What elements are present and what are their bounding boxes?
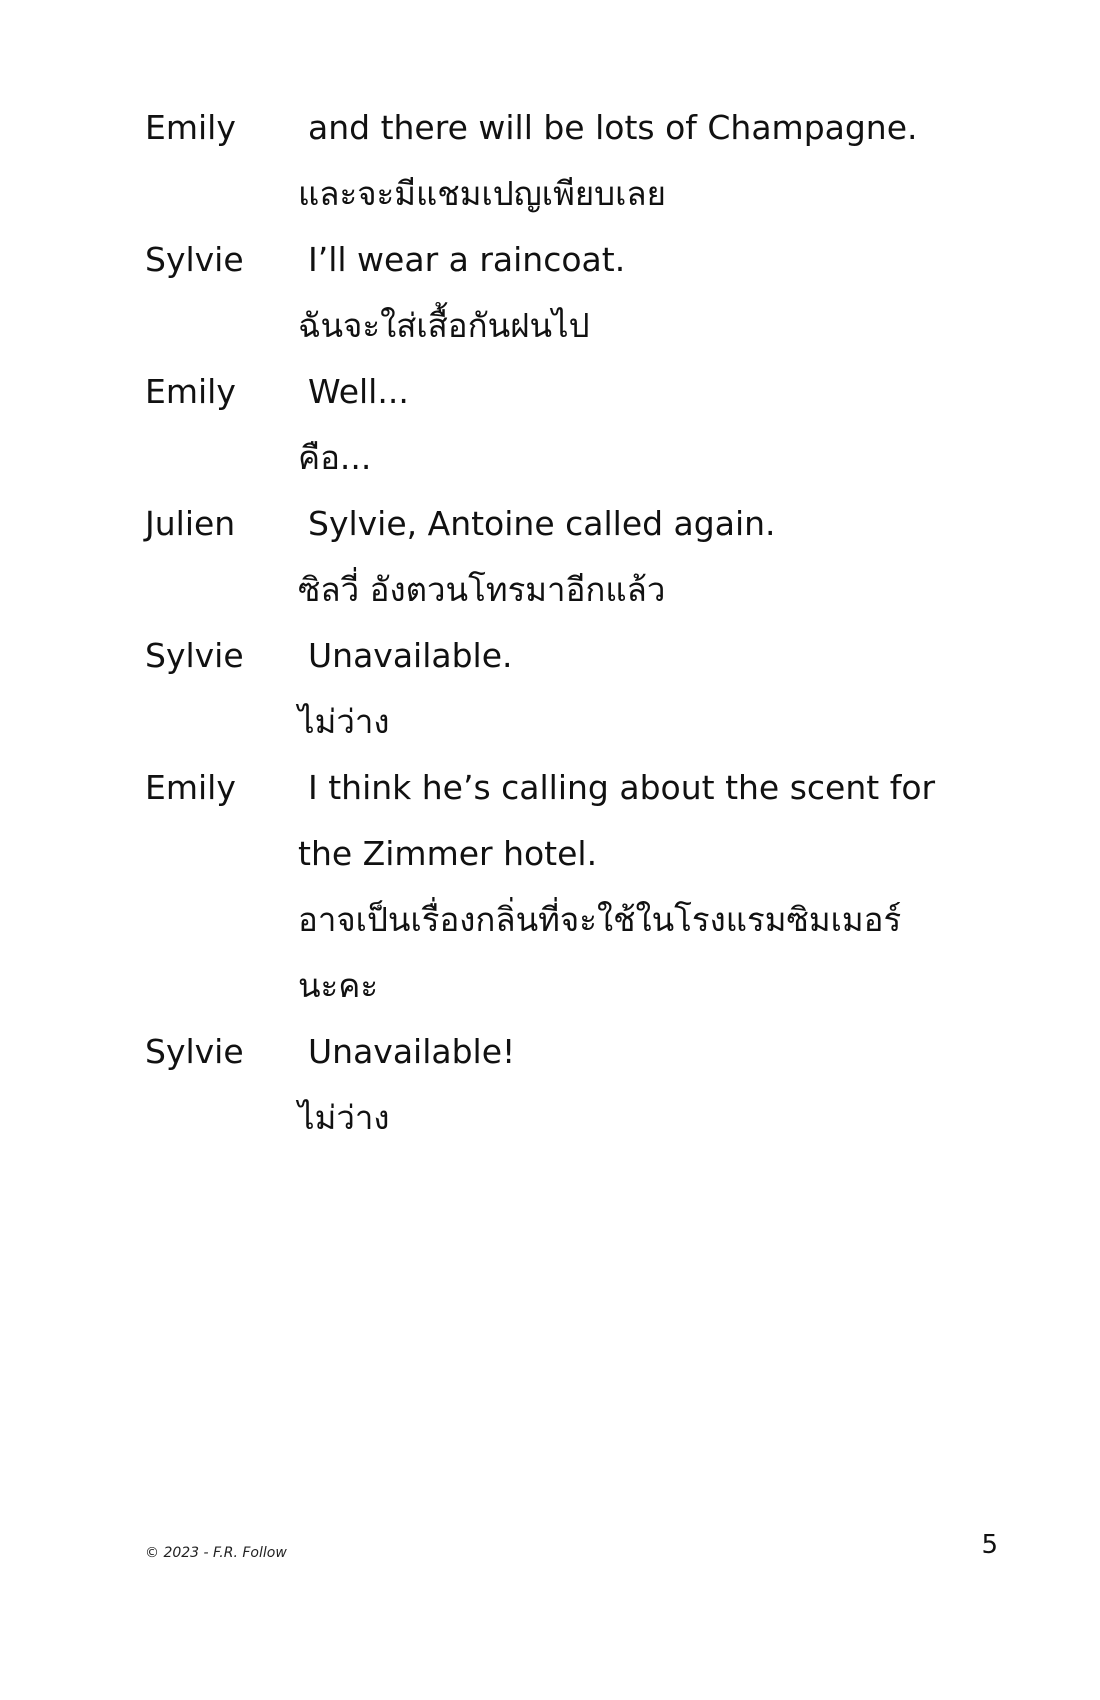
dialogue-entry [145, 491, 975, 623]
speaker-name: Sylvie [145, 1032, 244, 1071]
speaker-name: Julien [145, 504, 236, 543]
dialogue-entry [145, 227, 975, 359]
dialogue-entry [145, 95, 975, 227]
english-line: Unavailable. [308, 636, 513, 675]
thai-line: ฉันจะใส่เสื้อกันฝนไป [298, 306, 590, 345]
dialogue-entry [145, 1019, 975, 1151]
speaker-name: Emily [145, 768, 236, 807]
english-line: I’ll wear a raincoat. [308, 240, 626, 279]
speaker-name: Emily [145, 372, 236, 411]
english-line-continued: the Zimmer hotel. [298, 834, 598, 873]
english-line: I think he’s calling about the scent for [308, 768, 936, 807]
dialogue-entry [145, 755, 975, 1019]
english-line: Unavailable! [308, 1032, 516, 1071]
thai-line: ซิลวี่ อังตวนโทรมาอีกแล้ว [298, 570, 666, 609]
page-number: 5 [981, 1530, 998, 1560]
copyright-footer: © 2023 - F.R. Follow [145, 1545, 287, 1561]
english-line: and there will be lots of Champagne. [308, 108, 918, 147]
english-line: Sylvie, Antoine called again. [308, 504, 776, 543]
speaker-name: Emily [145, 108, 236, 147]
dialogue-entry [145, 623, 975, 755]
thai-line: และจะมีแชมเปญเพียบเลย [298, 174, 666, 213]
thai-line: อาจเป็นเรื่องกลิ่นที่จะใช้ในโรงแรมซิมเมอร์ [298, 900, 902, 939]
thai-line: ไม่ว่าง [298, 702, 390, 741]
thai-line: ไม่ว่าง [298, 1098, 390, 1137]
speaker-name: Sylvie [145, 636, 244, 675]
speaker-name: Sylvie [145, 240, 244, 279]
thai-line: คือ... [298, 438, 372, 477]
english-line: Well... [308, 372, 409, 411]
dialogue-script [145, 95, 975, 1151]
thai-line-continued: นะคะ [298, 966, 379, 1005]
dialogue-entry [145, 359, 975, 491]
